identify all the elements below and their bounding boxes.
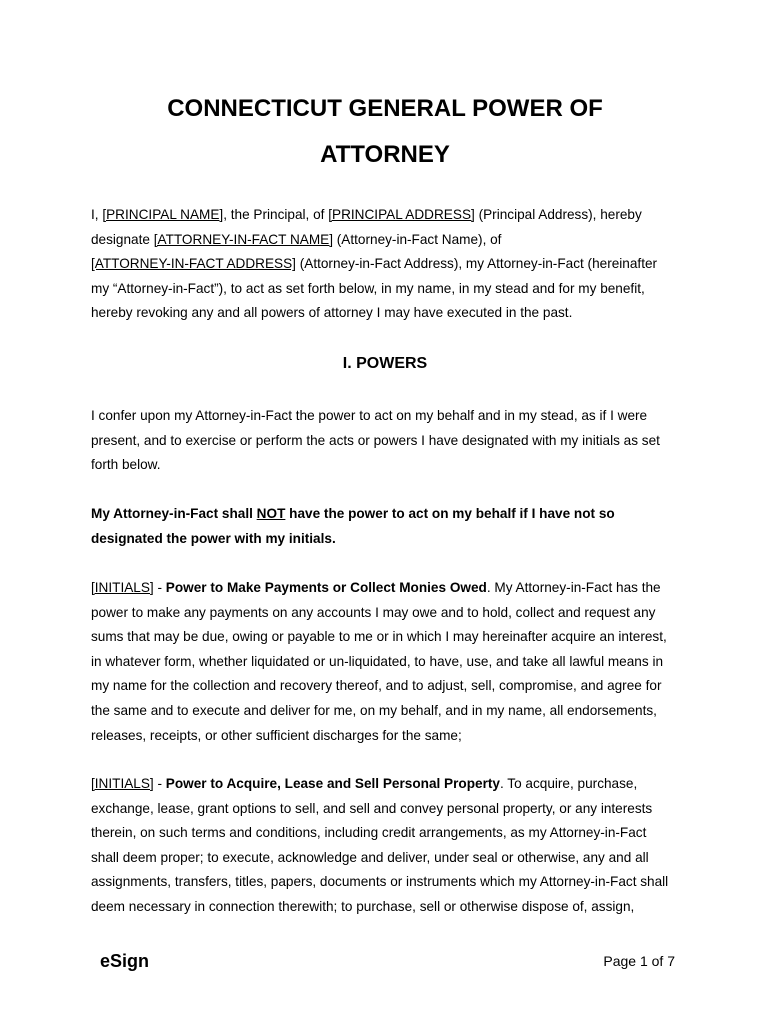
power-payments-line-2: power to make any payments on any accounts I may owe and to hold, collect and request any [91, 604, 656, 620]
power-property-line-5: assignments, transfers, titles, papers, documents or instruments which my Attorney-in-Fact shall [91, 874, 669, 890]
confer-line-1: I confer upon my Attorney-in-Fact the power to act on my behalf and in my stead, as if I were [91, 408, 648, 423]
title-line-2: ATTORNEY [320, 141, 450, 168]
intro-text: I, [91, 207, 103, 222]
power-text: . To acquire, purchase, [499, 776, 638, 791]
intro-text: (Attorney-in-Fact Name), of [333, 231, 502, 247]
intro-line-5: hereby revoking any and all powers of attorney I may have executed in the past. [91, 305, 573, 321]
power-property-line-2: exchange, lease, grant options to sell, and sell and convey personal property, or any interests [91, 800, 653, 816]
page-number: Page 1 of 7 [603, 953, 675, 969]
title-line-1: CONNECTICUT GENERAL POWER OF [167, 95, 603, 122]
power-property-heading: Power to Acquire, Lease and Sell Personal Property [165, 776, 500, 791]
power-payments-line-1 [91, 576, 691, 601]
notice-text: My Attorney-in-Fact shall [91, 506, 257, 521]
notice-not-emphasis: NOT [256, 506, 286, 521]
power-payments-line-6: the same and to execute and deliver for me, on my behalf, and in my name, all endorsements, [91, 702, 657, 718]
intro-line-3 [91, 252, 691, 277]
power-property-line-4: shall deem proper; to execute, acknowledge and deliver, under seal or otherwise, any and all [91, 849, 649, 865]
notice-paragraph [91, 502, 691, 551]
power-payments-line-5: my name for the collection and recovery thereof, and to adjust, sell, compromise, and agree for [91, 678, 662, 694]
dash-text: - [153, 776, 166, 791]
intro-line-2 [91, 228, 691, 253]
power-property-paragraph [91, 772, 691, 920]
power-property-line-6: deem necessary in connection therewith; to purchase, sell or otherwise dispose of, assign, [91, 898, 635, 914]
intro-text: , the Principal, of [223, 207, 329, 222]
power-payments-line-4: in whatever form, whether liquidated or un-liquidated, to have, use, and take all lawful means in [91, 653, 664, 669]
power-payments-line-3: sums that may be due, owing or payable to me or in which I may hereinafter acquire an interest, [91, 629, 667, 645]
notice-line-2: designated the power with my initials. [91, 530, 336, 546]
intro-text: (Attorney-in-Fact Address), my Attorney-in-Fact (hereinafter [295, 256, 658, 272]
power-payments-heading: Power to Make Payments or Collect Monies Owed [165, 580, 487, 595]
intro-text: designate [91, 231, 154, 247]
section-heading-powers: I. POWERS [342, 355, 428, 372]
power-payments-line-7: releases, receipts, or other sufficient discharges for the same; [91, 727, 462, 743]
dash-text: - [153, 580, 166, 595]
power-property-line-1 [91, 772, 691, 797]
power-property-line-3: therein, on such terms and conditions, including credit arrangements, as my Attorney-in-Fact [91, 825, 647, 841]
esign-logo: eSign [100, 951, 150, 971]
intro-line-4: my “Attorney-in-Fact”), to act as set forth below, in my name, in my stead and for my benefit, [91, 280, 645, 296]
document-title [0, 86, 770, 178]
confer-line-2: present, and to exercise or perform the acts or powers I have designated with my initials as set [91, 432, 660, 448]
attorney-in-fact-name-field: [ATTORNEY-IN-FACT NAME] [153, 231, 333, 247]
notice-line-1 [91, 502, 691, 527]
power-payments-paragraph [91, 576, 691, 748]
intro-line-1 [91, 203, 691, 228]
intro-paragraph [91, 203, 691, 326]
notice-text: have the power to act on my behalf if I have not so [285, 506, 615, 521]
initials-field: [INITIALS] [91, 580, 154, 595]
principal-address-field: [PRINCIPAL ADDRESS] [328, 207, 475, 222]
principal-name-field: [PRINCIPAL NAME] [102, 207, 224, 222]
confer-line-3: forth below. [91, 457, 161, 473]
intro-text: (Principal Address), hereby [474, 207, 642, 222]
attorney-in-fact-address-field: [ATTORNEY-IN-FACT ADDRESS] [91, 256, 296, 272]
initials-field: [INITIALS] [91, 776, 154, 791]
power-text: . My Attorney-in-Fact has the [486, 580, 661, 595]
confer-paragraph [91, 404, 691, 478]
